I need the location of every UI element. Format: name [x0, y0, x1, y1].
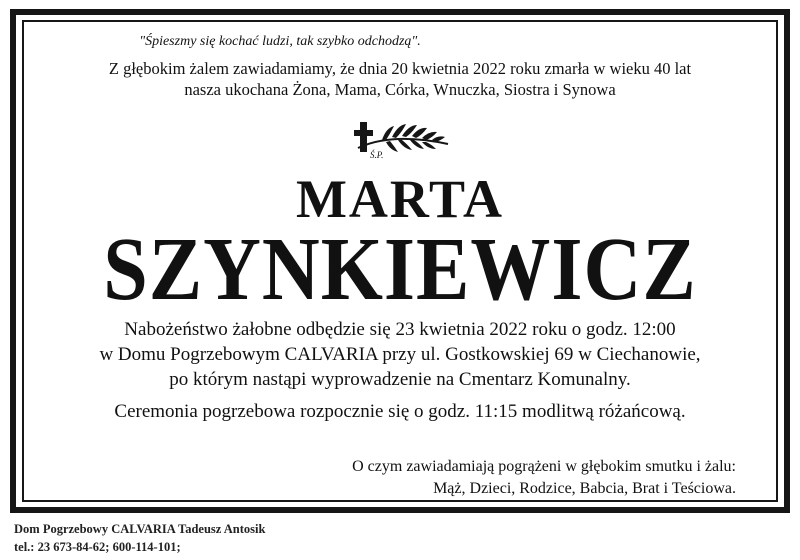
motto-quote: "Śpieszmy się kochać ludzi, tak szybko odchodzą". — [139, 34, 421, 49]
footer-phone: tel.: 23 673-84-62; 600-114-101; — [14, 540, 181, 554]
deceased-last-name: SZYNKIEWICZ — [103, 220, 697, 320]
deceased-first-name: MARTA — [295, 169, 505, 229]
mourners-line-1: O czym zawiadamiają pogrążeni w głębokim smutku i żalu: — [352, 458, 736, 475]
service-line-2: w Domu Pogrzebowym CALVARIA przy ul. Gostkowskiej 69 w Ciechanowie, — [99, 344, 701, 365]
intro-line-2: nasza ukochana Żona, Mama, Córka, Wnuczka, Siostra i Synowa — [184, 80, 616, 99]
emblem-caption: Ś.P. — [370, 150, 384, 160]
mourners-line-2: Mąż, Dzieci, Rodzice, Babcia, Brat i Teściowa. — [433, 480, 736, 497]
service-line-1: Nabożeństwo żałobne odbędzie się 23 kwietnia 2022 roku o godz. 12:00 — [124, 319, 676, 340]
footer-company: Dom Pogrzebowy CALVARIA Tadeusz Antosik — [14, 522, 266, 536]
ceremony-line: Ceremonia pogrzebowa rozpocznie się o godz. 11:15 modlitwą różańcową. — [114, 401, 686, 422]
service-line-3: po którym nastąpi wyprowadzenie na Cmentarz Komunalny. — [169, 369, 631, 390]
intro-line-1: Z głębokim żalem zawiadamiamy, że dnia 20 kwietnia 2022 roku zmarła w wieku 40 lat — [108, 59, 692, 78]
cross-with-palm-branch-icon — [352, 118, 452, 169]
